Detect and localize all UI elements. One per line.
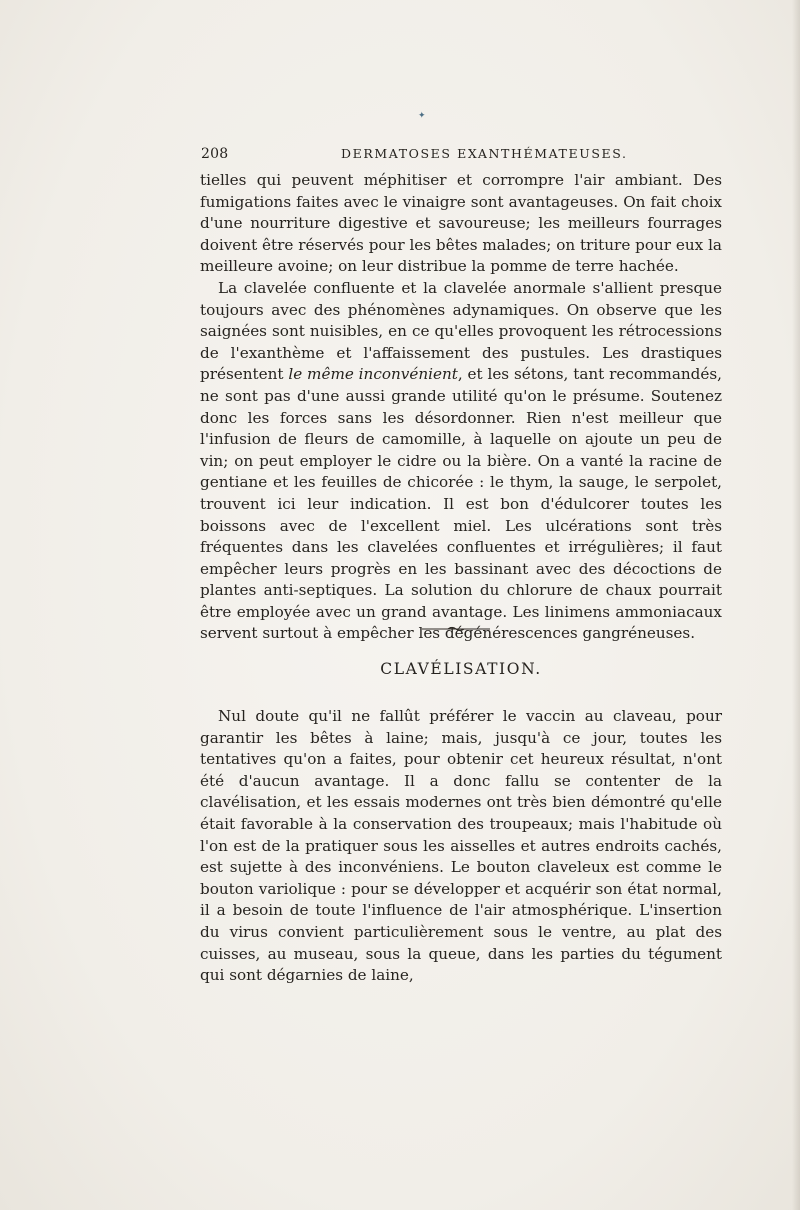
ink-speck: ✦ (418, 111, 426, 121)
continued-text (200, 170, 722, 645)
page-header (201, 146, 721, 166)
paragraph-2-italic: le même inconvénient (288, 365, 458, 384)
paragraph-1: tielles qui peuvent méphitiser et corrompre l'air ambiant. Des fumigations faites avec le vinaigre sont avantageuses. On fait choix d'une nourriture digestive et savoureuse; les meilleurs fourrages doivent être réservés pour les bêtes malades; on triture pour eux la meilleure avoine; on leur distribue la pomme de terre hachée. (200, 171, 722, 276)
paragraph-2 (200, 278, 722, 645)
paragraph-2-part-2: , et les sétons, tant recommandés, ne sont pas d'une aussi grande utilité qu'on le présume. Soutenez donc les forces sans les désordonner. Rien n'est meilleur que l'infusion de fleurs de camomille, à laquelle on ajoute un peu de vin; on peut employer le cidre ou la bière. On a vanté la racine de gentiane et les feuilles de chicorée : le thym, la sauge, le serpolet, trouvent ici leur indication. Il est bon d'édulcorer toutes les boissons avec de l'excellent miel. Les ulcérations sont très fréquentes dans les clavelées confluentes et irrégulières; il faut empêcher leurs progrès en les bassinant avec des décoctions de plantes anti-septiques. La solution du chlorure de chaux pourrait être employée avec un grand avantage. Les linimens ammoniacaux servent surtout à empêcher les dégénérescences gangréneuses. (200, 365, 722, 643)
page-number: 208 (201, 146, 229, 162)
section-text (200, 706, 722, 987)
section-separator (422, 626, 490, 632)
page-edge-shadow (792, 0, 800, 1210)
running-head: DERMATOSES EXANTHÉMATEUSES. (341, 146, 628, 161)
section-paragraph: Nul doute qu'il ne fallût préférer le vaccin au claveau, pour garantir les bêtes à laine; mais, jusqu'à ce jour, toutes les tentatives qu'on a faites, pour obtenir cet heureux résultat, n'ont été d'aucun avantage. Il a donc fallu se contenter de la clavélisation, et les essais modernes ont très bien démontré qu'elle était favorable à la conservation des troupeaux; mais l'habitude où l'on est de la pratiquer sous les aisselles et autres endroits cachés, est sujette à des inconvéniens. Le bouton claveleux est comme le bouton variolique : pour se développer et acquérir son état normal, il a besoin de toute l'influence de l'air atmosphérique. L'insertion du virus convient particulièrement sous le ventre, au plat des cuisses, au museau, sous la queue, dans les parties du tégument qui sont dégarnies de laine, (200, 707, 722, 985)
section-title: CLAVÉLISATION. (380, 660, 542, 678)
paragraph-2-part-1: La clavelée confluente et la clavelée anormale s'allient presque toujours avec des phénomènes adynamiques. On observe que les saignées sont nuisibles, en ce qu'elles provoquent les rétrocessions de l'exanthème et l'affaissement des pustules. Les drastiques présentent (200, 278, 722, 384)
